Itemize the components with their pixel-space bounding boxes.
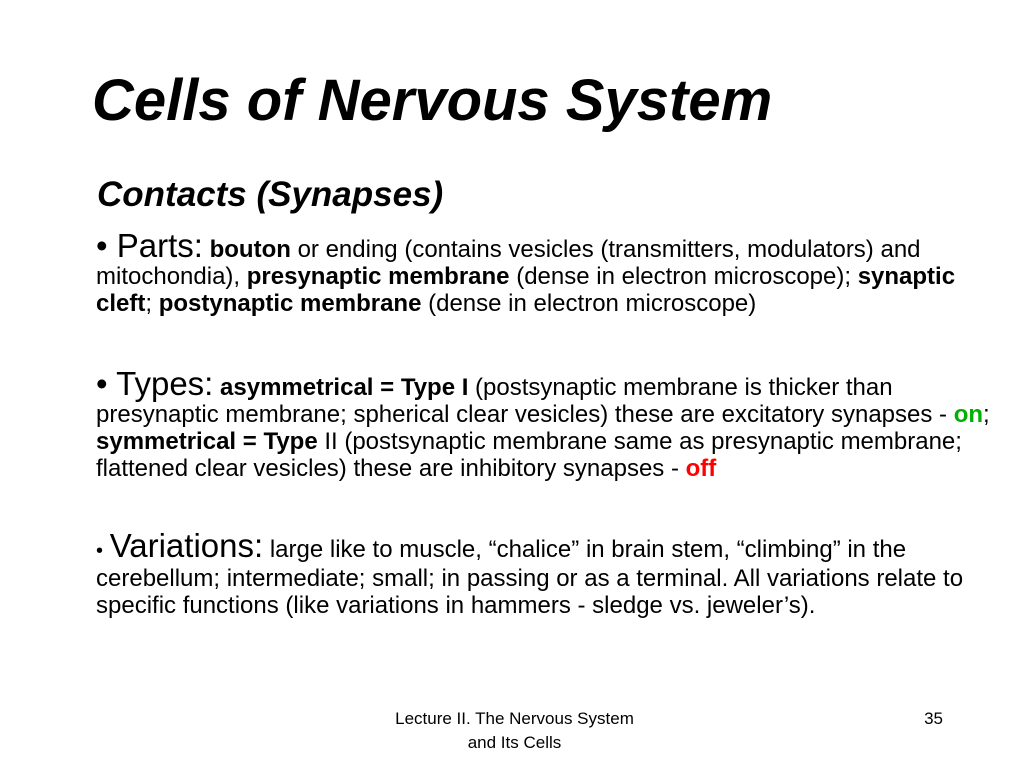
term-bouton: bouton <box>209 236 291 263</box>
footer-lecture-title <box>372 707 657 755</box>
bullet-marker: • <box>96 365 117 402</box>
term-symmetrical: symmetrical = Type <box>96 428 318 455</box>
label-on: on <box>953 401 984 428</box>
term-asymmetrical: asymmetrical = Type I <box>220 374 469 401</box>
bullet-variations <box>96 527 996 619</box>
label-off: off <box>685 455 717 482</box>
bullet-parts <box>96 227 996 317</box>
types-text: (postsynaptic membrane is thicker than presynaptic membrane; spherical clear vesicles) these are excitatory synapses - <box>96 374 954 428</box>
parts-text: (dense in electron microscope); <box>509 263 858 290</box>
bullet-marker: • <box>96 227 117 264</box>
bullet-marker: • <box>96 540 104 562</box>
bullet-variations-heading: Variations: <box>109 527 264 564</box>
parts-text: or ending (contains vesicles (transmitters, modulators) and mitochondia), <box>96 236 921 290</box>
term-synaptic-cleft: synaptic cleft <box>96 263 956 317</box>
slide-number: 35 <box>924 709 943 728</box>
parts-text: (dense in electron microscope) <box>421 290 757 317</box>
bullet-types-heading: Types: <box>116 365 214 402</box>
variations-text: large like to muscle, “chalice” in brain stem, “climbing” in the cerebellum; intermediate; small; in passing or as a terminal. All variations relate to specific functions (like variations in hammers - sledge vs. jeweler’s). <box>96 536 964 619</box>
footer-line-1: Lecture II. The Nervous System <box>395 709 634 728</box>
term-presynaptic-membrane: presynaptic membrane <box>246 263 510 290</box>
footer-line-2: and Its Cells <box>467 733 562 752</box>
types-text: ; <box>983 401 990 428</box>
slide-subtitle: Contacts (Synapses) <box>97 175 444 214</box>
parts-text: ; <box>145 290 159 317</box>
bullet-parts-heading: Parts: <box>116 227 203 264</box>
bullet-types <box>96 365 996 482</box>
slide-title: Cells of Nervous System <box>92 68 773 133</box>
term-postynaptic-membrane: postynaptic membrane <box>158 290 422 317</box>
types-text: II (postsynaptic membrane same as presynaptic membrane; flattened clear vesicles) these are inhibitory synapses - <box>96 428 962 482</box>
